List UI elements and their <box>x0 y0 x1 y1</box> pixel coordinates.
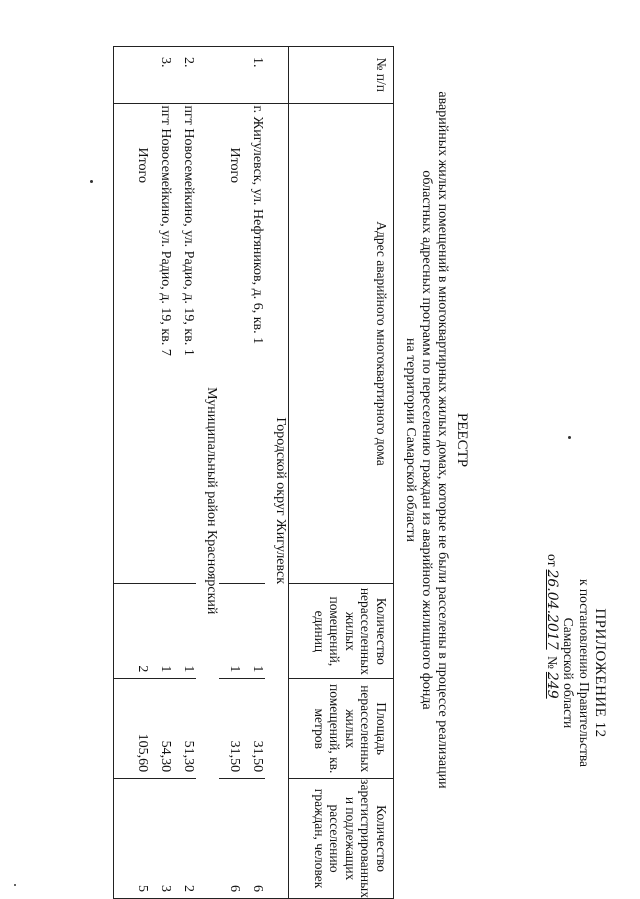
heading-line: на территории Самарской области <box>403 337 418 543</box>
section-title: Муниципальный район Красноярский <box>196 103 219 898</box>
total-row <box>219 47 242 899</box>
appendix-date-line <box>544 548 560 798</box>
row-people: 2 <box>173 779 196 899</box>
total-label: Итого <box>219 103 242 584</box>
row-people: 3 <box>150 779 173 899</box>
appendix-line: к постановлению Правительства <box>577 578 592 768</box>
table-row <box>242 47 265 899</box>
header-num: № п/п <box>289 47 394 104</box>
appendix-block <box>544 548 608 798</box>
number-sign: № <box>545 656 560 669</box>
appendix-title: ПРИЛОЖЕНИЕ 12 <box>592 608 608 738</box>
appendix-line: Самарской области <box>561 617 576 729</box>
header-people: Количество зарегистрированных и подлежащих расселению граждан, человек <box>289 779 394 899</box>
table-row <box>150 47 173 899</box>
section-title: Городской округ Жигулевск <box>265 103 289 898</box>
handwritten-number: 249 <box>544 671 560 699</box>
registry-table <box>113 46 394 899</box>
total-count: 2 <box>114 584 151 679</box>
row-address: пгт Новосемейкино, ул. Радио, д. 19, кв. 7 <box>150 103 173 584</box>
total-label: Итого <box>114 103 151 584</box>
document-heading <box>402 60 470 820</box>
row-address: г. Жигулевск, ул. Нефтяников, д. 6, кв. 1 <box>242 103 265 584</box>
section-row <box>265 47 289 899</box>
date-prefix: от <box>545 554 560 567</box>
total-area: 105,60 <box>114 679 151 779</box>
document-title: РЕЕСТР <box>454 412 470 468</box>
heading-line: аварийных жилых помещений в многоквартирных жилых домах, которые не были расселены в процессе реализации <box>435 91 450 789</box>
heading-line: областных адресных программ по переселению граждан из аварийного жилищного фонда <box>419 170 434 710</box>
row-count: 1 <box>173 584 196 679</box>
row-count: 1 <box>242 584 265 679</box>
header-count: Количество нерасселенных жилых помещений, единиц <box>289 584 394 679</box>
header-address: Адрес аварийного многоквартирного дома <box>289 103 394 584</box>
table-row <box>173 47 196 899</box>
total-row <box>114 47 151 899</box>
total-area: 31,50 <box>219 679 242 779</box>
total-count: 1 <box>219 584 242 679</box>
total-people: 6 <box>219 779 242 899</box>
row-num: 2. <box>173 47 196 104</box>
section-row <box>196 47 219 899</box>
row-people: 6 <box>242 779 265 899</box>
row-num: 3. <box>150 47 173 104</box>
row-area: 54,30 <box>150 679 173 779</box>
row-area: 31,50 <box>242 679 265 779</box>
row-area: 51,30 <box>173 679 196 779</box>
header-area: Площадь нерасселенных жилых помещений, кв. метров <box>289 679 394 779</box>
row-address: пгт Новосемейкино, ул. Радио, д. 19, кв. 1 <box>173 103 196 584</box>
header-row <box>289 47 394 899</box>
handwritten-date: 26.04.2017 <box>544 569 560 650</box>
row-num: 1. <box>242 47 265 104</box>
total-people: 5 <box>114 779 151 899</box>
row-count: 1 <box>150 584 173 679</box>
